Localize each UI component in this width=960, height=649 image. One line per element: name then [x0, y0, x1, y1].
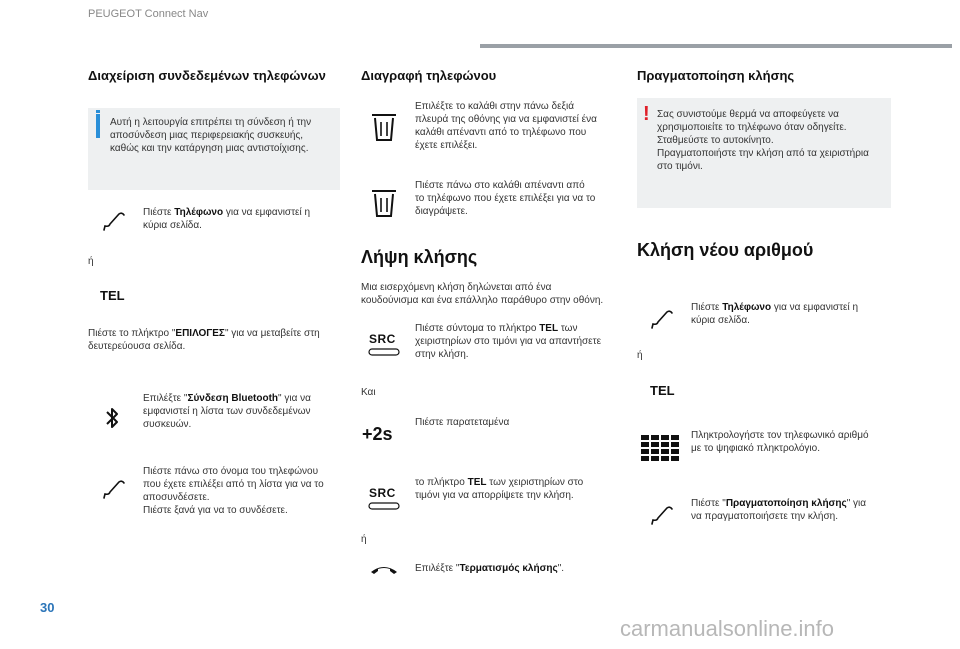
tel-key-icon: TEL	[650, 383, 675, 398]
step-hold: Πιέστε παρατεταμένα	[415, 417, 510, 428]
tel-key-icon: TEL	[100, 288, 125, 303]
trash-icon	[370, 188, 398, 218]
src-key-icon: SRC	[366, 332, 402, 358]
step-open-phone: Πιέστε Τηλέφωνο για να εμφανιστεί η κύρια σελίδα.	[691, 302, 859, 326]
phone-handset-icon	[648, 306, 674, 332]
keypad-icon	[641, 435, 679, 463]
step-disconnect: Πιέστε πάνω στο όνομα του τηλεφώνου που έχετε επιλέξει από τη λίστα για να το αποσυνδέσετε. Πιέστε ξανά για να το συνδέσετε.	[143, 466, 324, 516]
section-title-delete-phone: Διαγραφή τηλεφώνου	[361, 68, 497, 83]
step-bluetooth: Επιλέξτε "Σύνδεση Bluetooth" για να εμφανιστεί η λίστα των συνδεδεμένων συσκευών.	[143, 393, 311, 430]
step-options: Πιέστε το πλήκτρο "ΕΠΙΛΟΓΕΣ" για να μεταβείτε στη δευτερεύουσα σελίδα.	[88, 328, 320, 352]
info-text: Αυτή η λειτουργία επιτρέπει τη σύνδεση ή την αποσύνδεση μιας περιφερειακής συσκευής, καθώς και την κατάργηση μιας αντιστοίχισης.	[110, 117, 312, 154]
trash-icon	[370, 112, 398, 142]
step-make-call: Πιέστε "Πραγματοποίηση κλήσης" για να πραγματοποιήσετε την κλήση.	[691, 498, 867, 522]
or-label: ή	[88, 256, 94, 267]
watermark: carmanualsonline.info	[620, 616, 835, 641]
step-reject: το πλήκτρο TEL των χειριστηρίων στο τιμόνι για να απορρίψετε την κλήση.	[415, 477, 584, 501]
bluetooth-icon	[104, 404, 120, 432]
warning-icon: !	[643, 103, 650, 125]
section-title-manage-phones: Διαχείριση συνδεδεμένων τηλεφώνων	[88, 68, 326, 83]
header-label: PEUGEOT Connect Nav	[88, 8, 209, 20]
step-open-phone: Πιέστε Τηλέφωνο για να εμφανιστεί η κύρια σελίδα.	[143, 207, 311, 231]
section-title-make-call: Πραγματοποίηση κλήσης	[637, 68, 795, 83]
step-end-call: Επιλέξτε "Τερματισμός κλήσης".	[415, 563, 565, 574]
phone-handset-icon	[100, 208, 126, 234]
and-label: Και	[361, 387, 376, 398]
step-answer: Πιέστε σύντομα το πλήκτρο TEL των χειριστηρίων στο τιμόνι για να απαντήσετε στην κλήση.	[415, 323, 602, 360]
warning-text: Σας συνιστούμε θερμά να αποφεύγετε να χρησιμοποιείτε το τηλέφωνο όταν οδηγείτε. Σταθμεύστε το αυτοκίνητο. Πραγματοποιήστε την κλήση από τα χειριστήρια στο τιμόνι.	[657, 109, 869, 172]
step-dial-number: Πληκτρολογήστε τον τηλεφωνικό αριθμό με το ψηφιακό πληκτρολόγιο.	[691, 430, 869, 454]
section-title-receive-call: Λήψη κλήσης	[361, 247, 478, 267]
hold-2s-icon: +2s	[362, 424, 393, 444]
src-key-icon: SRC	[366, 486, 402, 512]
phone-handset-icon	[100, 476, 126, 502]
info-icon	[96, 114, 100, 138]
phone-handset-icon	[648, 502, 674, 528]
end-call-icon	[368, 562, 400, 576]
or-label: ή	[361, 534, 367, 545]
or-label: ή	[637, 350, 643, 361]
step-select-trash: Επιλέξτε το καλάθι στην πάνω δεξιά πλευρά της οθόνης για να εμφανιστεί ένα καλάθι απέναντι από το τηλέφωνο που έχετε επιλέξει.	[415, 101, 597, 151]
page-number: 30	[40, 600, 55, 615]
warning-box	[637, 98, 891, 208]
info-box	[88, 108, 340, 190]
section-title-new-number: Κλήση νέου αριθμού	[637, 240, 814, 260]
step-delete: Πιέστε πάνω στο καλάθι απέναντι από το τηλέφωνο που έχετε επιλέξει για να το διαγράψετε.	[415, 180, 596, 217]
header-divider	[480, 44, 952, 48]
receive-intro: Μια εισερχόμενη κλήση δηλώνεται από ένα κουδούνισμα και ένα επάλληλο παράθυρο στην οθόνη.	[361, 282, 604, 306]
